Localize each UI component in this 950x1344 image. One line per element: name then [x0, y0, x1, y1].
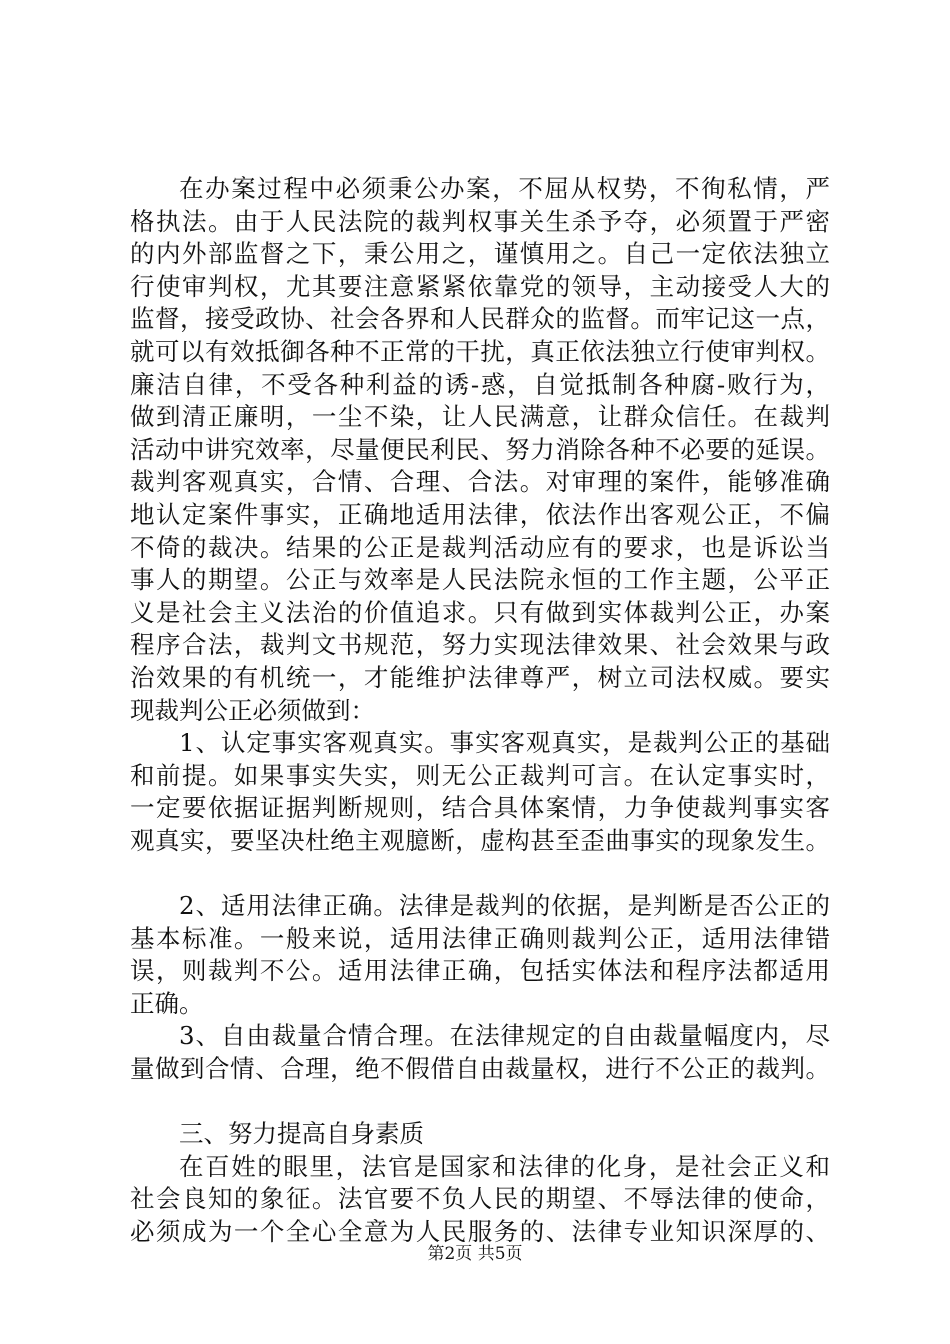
text-line: 误，则裁判不公。适用法律正确，包括实体法和程序法都适用	[130, 956, 830, 986]
blank-line	[130, 1086, 830, 1119]
text-line: 1、认定事实客观真实。事实客观真实，是裁判公正的基础	[179, 728, 830, 758]
text-line: 和前提。如果事实失实，则无公正裁判可言。在认定事实时，	[130, 760, 830, 790]
text-line: 2、适用法律正确。法律是裁判的依据，是判断是否公正的	[179, 891, 830, 921]
text-line: 必须成为一个全心全意为人民服务的、法律专业知识深厚的、	[130, 1217, 830, 1246]
text-line: 义是社会主义法治的价值追求。只有做到实体裁判公正，办案	[130, 597, 830, 627]
document-body	[130, 173, 830, 1249]
text-line: 社会良知的象征。法官要不负人民的期望、不辱法律的使命，	[130, 1184, 830, 1214]
text-line: 的内外部监督之下，秉公用之，谨慎用之。自己一定依法独立	[130, 239, 830, 269]
text-line: 在办案过程中必须秉公办案，不屈从权势，不徇私情，严	[179, 174, 830, 203]
text-line: 格执法。由于人民法院的裁判权事关生杀予夺，必须置于严密	[130, 206, 830, 236]
text-line: 裁判客观真实，合情、合理、合法。对审理的案件，能够准确	[130, 467, 830, 497]
text-line: 地认定案件事实，正确地适用法律，依法作出客观公正，不偏	[130, 499, 830, 529]
text-line: 行使审判权，尤其要注意紧紧依靠党的领导，主动接受人大的	[130, 271, 830, 301]
page-footer: 第2页 共5页	[427, 1244, 523, 1264]
text-line: 一定要依据证据判断规则，结合具体案情，力争使裁判事实客	[130, 793, 830, 823]
text-line: 基本标准。一般来说，适用法律正确则裁判公正，适用法律错	[130, 923, 830, 953]
text-line: 程序合法，裁判文书规范，努力实现法律效果、社会效果与政	[130, 630, 830, 660]
text-line: 廉洁自律，不受各种利益的诱-惑，自觉抵制各种腐-败行为，	[130, 369, 830, 399]
text-line: 量做到合情、合理，绝不假借自由裁量权，进行不公正的裁判。	[130, 1054, 830, 1084]
text-line: 不倚的裁决。结果的公正是裁判活动应有的要求，也是诉讼当	[130, 532, 830, 562]
text-line: 就可以有效抵御各种不正常的干扰，真正依法独立行使审判权。	[130, 336, 830, 366]
text-line: 监督，接受政协、社会各界和人民群众的监督。而牢记这一点，	[130, 304, 830, 334]
text-line: 三、努力提高自身素质	[179, 1119, 424, 1149]
text-line: 事人的期望。公正与效率是人民法院永恒的工作主题，公平正	[130, 565, 830, 595]
text-line: 治效果的有机统一，才能维护法律尊严，树立司法权威。要实	[130, 662, 830, 692]
text-line: 做到清正廉明，一尘不染，让人民满意，让群众信任。在裁判	[130, 402, 830, 432]
text-line: 3、自由裁量合情合理。在法律规定的自由裁量幅度内，尽	[179, 1021, 830, 1051]
text-line: 观真实，要坚决杜绝主观臆断，虚构甚至歪曲事实的现象发生。	[130, 825, 830, 855]
text-line: 在百姓的眼里，法官是国家和法律的化身，是社会正义和	[179, 1151, 830, 1181]
blank-line	[130, 857, 830, 890]
text-line: 正确。	[130, 988, 204, 1018]
text-line: 活动中讲究效率，尽量便民利民、努力消除各种不必要的延误。	[130, 434, 830, 464]
text-line: 现裁判公正必须做到：	[130, 695, 375, 725]
